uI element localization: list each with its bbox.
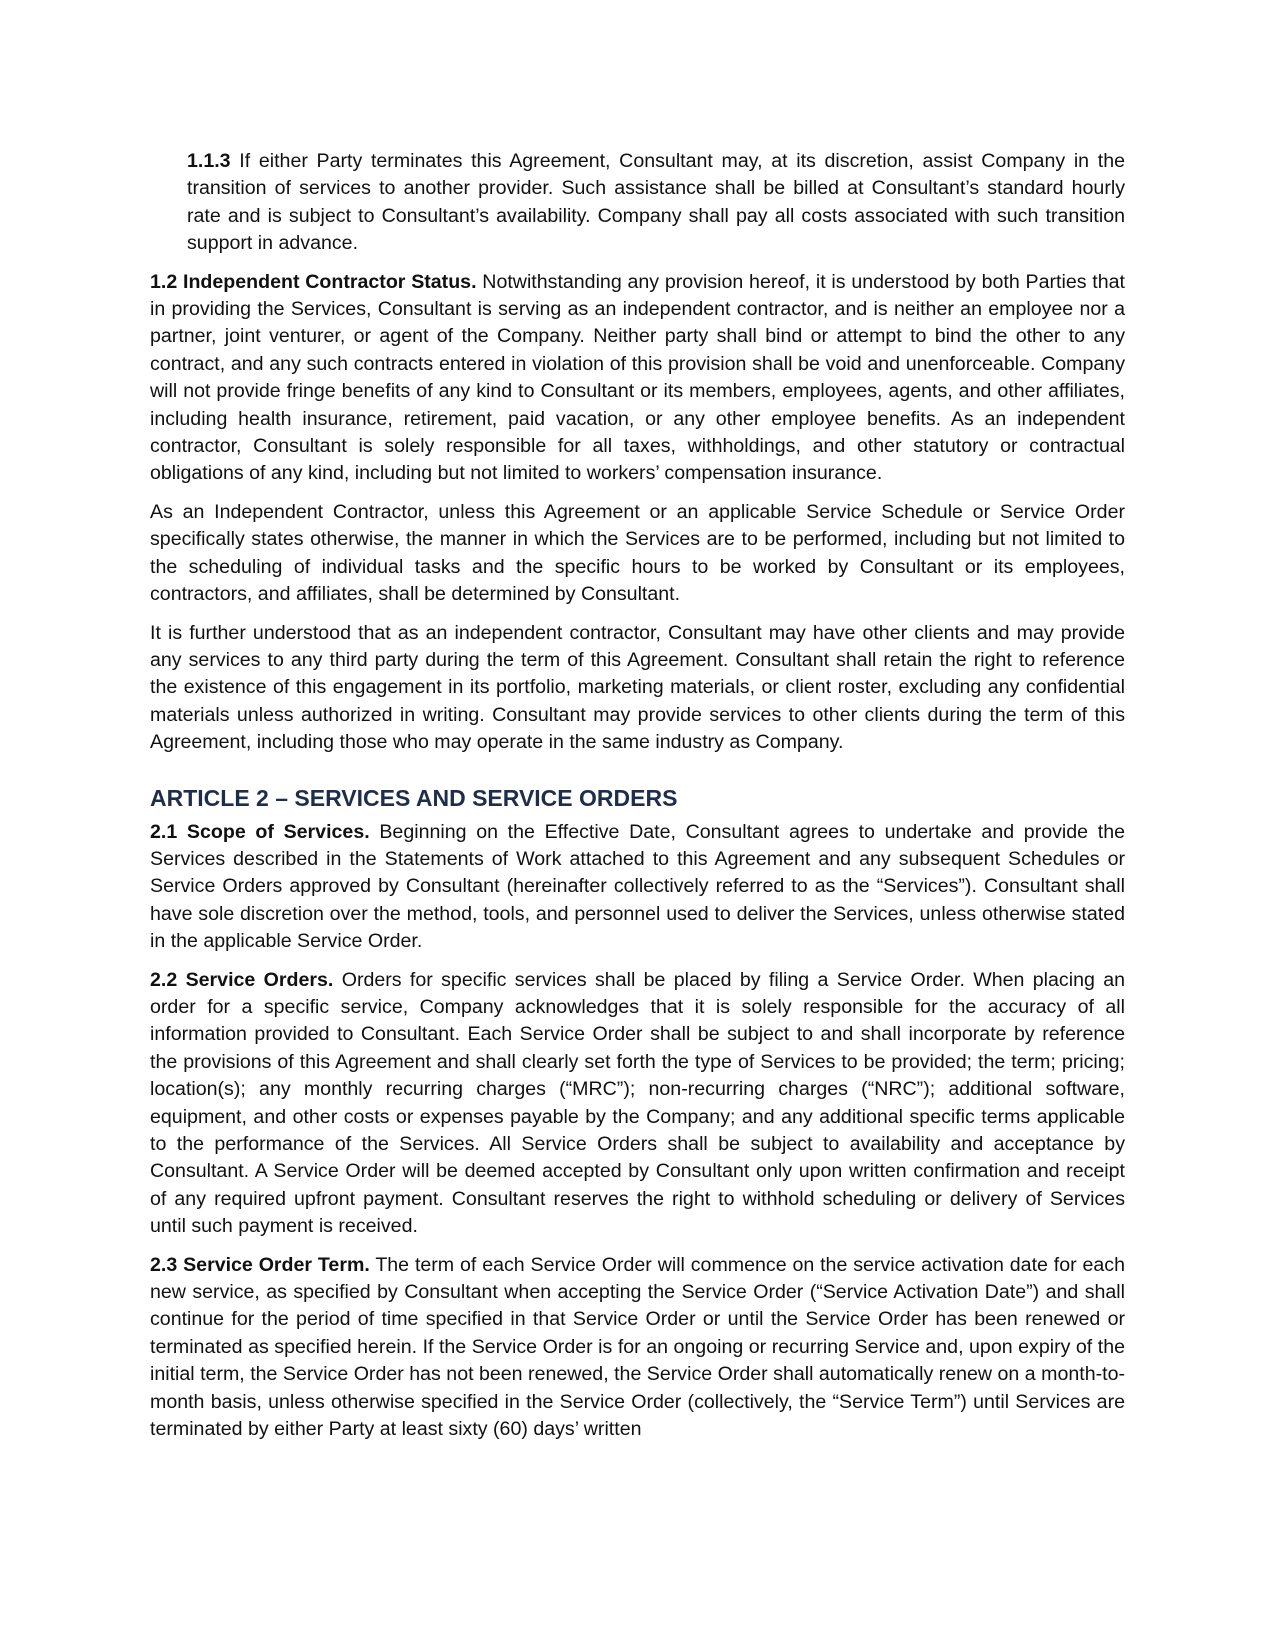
section-heading: 2.3 Service Order Term. <box>150 1253 370 1276</box>
section-2-2 <box>150 967 1125 1241</box>
article-2-heading: ARTICLE 2 – SERVICES AND SERVICE ORDERS <box>150 784 678 811</box>
section-text: If either Party terminates this Agreement, Consultant may, at its discretion, assist Company in the transition of services to another provider. Such assistance shall be billed at Consultant’s standard hourly rate and is subject to Consultant’s availability. Company shall pay all costs associated with such transition support in advance. <box>187 150 1125 255</box>
section-text: Notwithstanding any provision hereof, it is understood by both Parties that in providing the Services, Consultant is serving as an independent contractor, and is neither an employee nor a partner, joint venturer, or agent of the Company. Neither party shall bind or attempt to bind the other to any contract, and any such contracts entered in violation of this provision shall be void and unenforceable. Company will not provide fringe benefits of any kind to Consultant or its members, employees, agents, and other affiliates, including health insurance, retirement, paid vacation, or any other employee benefits. As an independent contractor, Consultant is solely responsible for all taxes, withholdings, and other statutory or contractual obligations of any kind, including but not limited to workers’ compensation insurance. <box>150 270 1125 485</box>
section-2-1 <box>150 819 1125 956</box>
section-text: Beginning on the Effective Date, Consultant agrees to undertake and provide the Services described in the Statements of Work attached to this Agreement and any subsequent Schedules or Service Orders approved by Consultant (hereinafter collectively referred to as the “Services”). Consultant shall have sole discretion over the method, tools, and personnel used to deliver the Services, unless otherwise stated in the applicable Service Order. <box>150 820 1125 953</box>
section-heading: 2.1 Scope of Services. <box>150 820 370 843</box>
section-heading: 2.2 Service Orders. <box>150 968 334 991</box>
section-1-1-3 <box>187 148 1125 258</box>
section-1-2 <box>150 269 1125 488</box>
section-text: Orders for specific services shall be placed by filing a Service Order. When placing an order for a specific service, Company acknowledges that it is solely responsible for the accuracy of all information provided to Consultant. Each Service Order shall be subject to and shall incorporate by reference the provisions of this Agreement and shall clearly set forth the type of Services to be provided; the term; pricing; location(s); any monthly recurring charges (“MRC”); non-recurring charges (“NRC”); additional software, equipment, and other costs or expenses payable by the Company; and any additional specific terms applicable to the performance of the Services. All Service Orders shall be subject to availability and acceptance by Consultant. A Service Order will be deemed accepted by Consultant only upon written confirmation and receipt of any required upfront payment. Consultant reserves the right to withhold scheduling or delivery of Services until such payment is received. <box>150 968 1125 1238</box>
document-page <box>150 148 1125 1454</box>
section-number: 1.1.3 <box>187 150 231 172</box>
section-text: The term of each Service Order will commence on the service activation date for each new service, as specified by Consultant when accepting the Service Order (“Service Activation Date”) and shall continue for the period of time specified in that Service Order or until the Service Order has been renewed or terminated as specified herein. If the Service Order is for an ongoing or recurring Service and, upon expiry of the initial term, the Service Order has not been renewed, the Service Order shall automatically renew on a month-to-month basis, unless otherwise specified in the Service Order (collectively, the “Service Term”) until Services are terminated by either Party at least sixty (60) days’ written <box>150 1253 1125 1441</box>
section-heading: 1.2 Independent Contractor Status. <box>150 270 477 293</box>
paragraph-independent-contractor: As an Independent Contractor, unless this Agreement or an applicable Service Schedule or Service Order specifically states otherwise, the manner in which the Services are to be performed, including but not limited to the scheduling of individual tasks and the specific hours to be worked by Consultant or its employees, contractors, and affiliates, shall be determined by Consultant. <box>150 500 1125 606</box>
section-2-3 <box>150 1252 1125 1444</box>
paragraph-other-clients: It is further understood that as an independent contractor, Consultant may have other clients and may provide any services to any third party during the term of this Agreement. Consultant shall retain the right to reference the existence of this engagement in its portfolio, marketing materials, or client roster, excluding any confidential materials unless authorized in writing. Consultant may provide services to other clients during the term of this Agreement, including those who may operate in the same industry as Company. <box>150 621 1125 754</box>
